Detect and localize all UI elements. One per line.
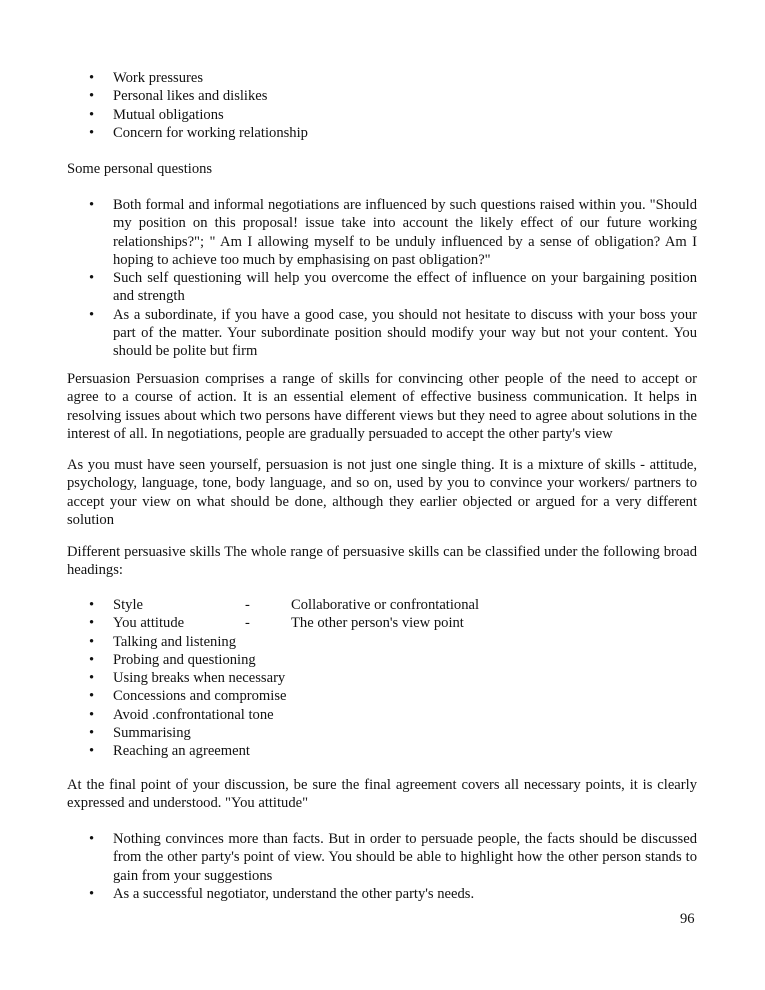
list-item: • Mutual obligations xyxy=(89,106,224,123)
list-item: • Concern for working relationship xyxy=(89,124,308,141)
list-item: • Concessions and compromise xyxy=(89,688,287,705)
list-item: • Reaching an agreement xyxy=(89,743,250,760)
list-item: • Both formal and informal negotiations are influenced by such questions raised within you. "Should my position on this proposal! issue take into account the likely effect of our future working relationships?"; " Am I allowing myself to be unduly influenced by a sense of obligation? Am I hoping to achieve too much by emphasising on past obligation?" xyxy=(89,197,697,268)
paragraph-persuasion: Persuasion Persuasion comprises a range of skills for convincing other people of the need to accept or agree to a course of action. It is an essential element of effective business communication. It helps in resolving issues about which two persons have different views but they need to agree about solutions in the interest of all. In negotiations, people are gradually persuaded to accept the other party's view xyxy=(67,371,697,442)
skills-list xyxy=(67,596,697,761)
list-item: • Talking and listening xyxy=(89,633,237,650)
list-item: • Using breaks when necessary xyxy=(89,670,286,687)
bullet-icon: • xyxy=(89,670,95,687)
factors-list xyxy=(67,69,697,142)
bullet-icon: • xyxy=(89,706,95,723)
list-item: • As a successful negotiator, understand the other party's needs. xyxy=(89,885,475,902)
section-heading-personal-questions: Some personal questions xyxy=(67,161,213,177)
bullet-icon: • xyxy=(89,831,95,847)
list-item: • Personal likes and dislikes xyxy=(89,88,268,105)
bullet-icon: • xyxy=(89,615,95,632)
bullet-icon: • xyxy=(89,88,95,105)
bullet-icon: • xyxy=(89,306,95,323)
bullet-icon: • xyxy=(89,688,95,705)
paragraph-mixture-of-skills: As you must have seen yourself, persuasion is not just one single thing. It is a mixture of skills - attitude, psychology, language, tone, body language, and so on, used by you to convince your workers/ partners to accept your view on what should be done, although they earlier objected or argued for a very different solution xyxy=(67,457,697,528)
page-number: 96 xyxy=(680,911,695,927)
bullet-icon: • xyxy=(89,197,95,213)
bullet-icon: • xyxy=(89,725,95,742)
bullet-icon: • xyxy=(89,124,95,141)
bullet-icon: • xyxy=(89,106,95,123)
bullet-icon: • xyxy=(89,597,95,613)
paragraph-final-point: At the final point of your discussion, be sure the final agreement covers all necessary points, it is clearly expressed and understood. "You attitude" xyxy=(67,777,697,812)
paragraph-different-skills: Different persuasive skills The whole range of persuasive skills can be classified under the following broad headings: xyxy=(67,544,697,579)
bullet-icon: • xyxy=(89,743,95,760)
personal-questions-list xyxy=(67,196,697,361)
list-item: • Style - Collaborative or confrontational xyxy=(89,597,480,613)
bullet-icon: • xyxy=(89,885,95,902)
bullet-icon: • xyxy=(89,270,95,287)
list-item: • Avoid .confrontational tone xyxy=(89,706,274,723)
bullet-icon: • xyxy=(89,70,95,86)
bullet-icon: • xyxy=(89,633,95,650)
list-item: • Work pressures xyxy=(89,70,204,86)
list-item: • Such self questioning will help you overcome the effect of influence on your bargaining position and strength xyxy=(89,270,697,305)
list-item: • Summarising xyxy=(89,725,191,742)
bullet-icon: • xyxy=(89,651,95,668)
list-item: • Probing and questioning xyxy=(89,651,256,668)
list-item: • You attitude - The other person's view point xyxy=(89,615,464,632)
list-item: • As a subordinate, if you have a good case, you should not hesitate to discuss with your boss your part of the matter. Your subordinate position should modify your way but not your content. You should be polite but firm xyxy=(89,306,697,360)
list-item: • Nothing convinces more than facts. But in order to persuade people, the facts should be discussed from the other party's point of view. You should be able to highlight how the other person stands to gain from your suggestions xyxy=(89,831,697,884)
you-attitude-list xyxy=(67,830,697,903)
